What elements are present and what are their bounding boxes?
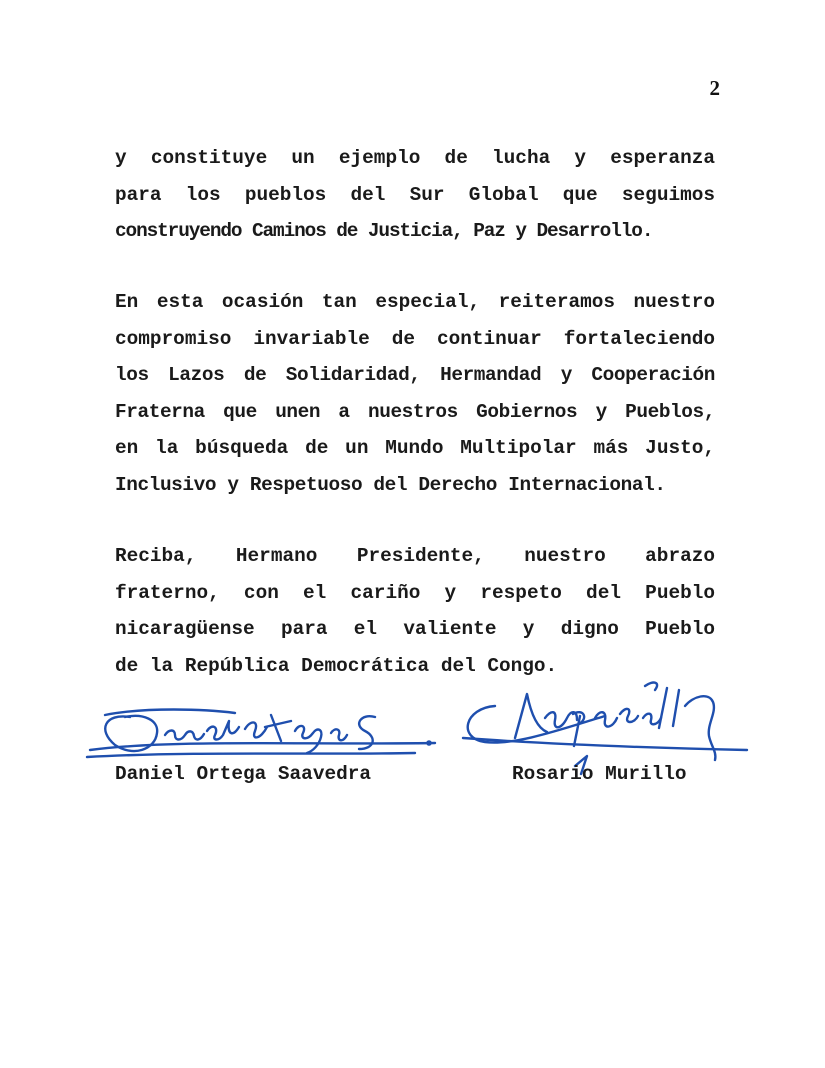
signature-daniel-ortega (85, 695, 445, 770)
signatory-name: Rosario Murillo (512, 763, 687, 785)
paragraph-line: En esta ocasión tan especial, reiteramos nuestro (115, 291, 715, 313)
paragraph-line: Reciba, Hermano Presidente, nuestro abrazo (115, 545, 715, 567)
paragraph-line: Inclusivo y Respetuoso del Derecho Internacional. (115, 473, 666, 496)
page-number: 2 (709, 76, 720, 100)
paragraph-line: los Lazos de Solidaridad, Hermandad y Cooperación (115, 364, 715, 386)
paragraph-line: en la búsqueda de un Mundo Multipolar más Justo, (115, 437, 715, 459)
paragraph-line: fraterno, con el cariño y respeto del Pueblo (115, 581, 715, 604)
signatory-name: Daniel Ortega Saavedra (115, 763, 371, 785)
paragraph-line: compromiso invariable de continuar fortaleciendo (115, 327, 715, 350)
paragraph-line: y constituye un ejemplo de lucha y esperanza (115, 147, 715, 169)
paragraph-line: para los pueblos del Sur Global que seguimos (115, 183, 715, 206)
paragraph-line: Fraterna que unen a nuestros Gobiernos y Pueblos, (115, 400, 715, 423)
paragraph-line: nicaragüense para el valiente y digno Pueblo (115, 618, 715, 640)
paragraph-line: construyendo Caminos de Justicia, Paz y Desarrollo. (115, 220, 653, 242)
paragraph-line: de la República Democrática del Congo. (115, 654, 558, 677)
